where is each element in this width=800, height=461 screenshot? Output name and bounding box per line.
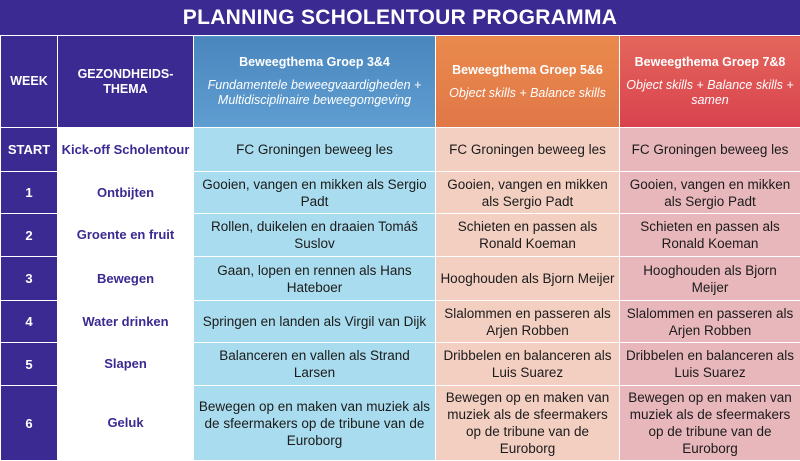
groep34-cell: FC Groningen beweeg les xyxy=(194,128,436,172)
groep78-cell: Slalommen en passeren als Arjen Robben xyxy=(620,301,800,343)
groep34-cell: Rollen, duikelen en draaien Tomáš Suslov xyxy=(194,214,436,257)
groep34-name: Beweegthema Groep 3&4 xyxy=(197,55,432,70)
groep34-cell: Gaan, lopen en rennen als Hans Hateboer xyxy=(194,257,436,301)
table-row xyxy=(1,172,800,214)
groep78-name: Beweegthema Groep 7&8 xyxy=(623,55,797,70)
theme-cell: Water drinken xyxy=(58,301,194,343)
table-row xyxy=(1,386,800,461)
table-row xyxy=(1,214,800,257)
groep78-cell: Dribbelen en balanceren als Luis Suarez xyxy=(620,343,800,386)
planning-table xyxy=(0,35,800,461)
week-cell: 1 xyxy=(1,172,58,214)
theme-cell: Groente en fruit xyxy=(58,214,194,257)
groep78-cell: Gooien, vangen en mikken als Sergio Padt xyxy=(620,172,800,214)
week-cell: 5 xyxy=(1,343,58,386)
groep34-subtitle: Fundamentele beweegvaardigheden + Multidisciplinaire beweegomgeving xyxy=(197,78,432,108)
week-cell: 4 xyxy=(1,301,58,343)
column-header-groep78 xyxy=(620,36,800,128)
column-header-theme: GEZONDHEIDS-THEMA xyxy=(58,36,194,128)
column-header-week: WEEK xyxy=(1,36,58,128)
table-row xyxy=(1,301,800,343)
groep56-subtitle: Object skills + Balance skills xyxy=(439,86,616,101)
table-row xyxy=(1,128,800,172)
groep78-subtitle: Object skills + Balance skills + samen xyxy=(623,78,797,108)
table-row xyxy=(1,343,800,386)
week-cell: 2 xyxy=(1,214,58,257)
column-header-groep56 xyxy=(436,36,620,128)
groep78-cell: Hooghouden als Bjorn Meijer xyxy=(620,257,800,301)
groep34-cell: Gooien, vangen en mikken als Sergio Padt xyxy=(194,172,436,214)
groep78-cell: Schieten en passen als Ronald Koeman xyxy=(620,214,800,257)
page-title: PLANNING SCHOLENTOUR PROGRAMMA xyxy=(0,0,800,35)
groep56-cell: Gooien, vangen en mikken als Sergio Padt xyxy=(436,172,620,214)
groep56-name: Beweegthema Groep 5&6 xyxy=(439,63,616,78)
theme-cell: Slapen xyxy=(58,343,194,386)
groep78-cell: FC Groningen beweeg les xyxy=(620,128,800,172)
table-row xyxy=(1,257,800,301)
theme-cell: Ontbijten xyxy=(58,172,194,214)
groep56-cell: Hooghouden als Bjorn Meijer xyxy=(436,257,620,301)
groep56-cell: Dribbelen en balanceren als Luis Suarez xyxy=(436,343,620,386)
groep78-cell: Bewegen op en maken van muziek als de sfeermakers op de tribune van de Euroborg xyxy=(620,386,800,461)
groep56-cell: FC Groningen beweeg les xyxy=(436,128,620,172)
groep34-cell: Bewegen op en maken van muziek als de sfeermakers op de tribune van de Euroborg xyxy=(194,386,436,461)
groep34-cell: Springen en landen als Virgil van Dijk xyxy=(194,301,436,343)
groep34-cell: Balanceren en vallen als Strand Larsen xyxy=(194,343,436,386)
week-cell: 3 xyxy=(1,257,58,301)
theme-cell: Bewegen xyxy=(58,257,194,301)
column-header-groep34 xyxy=(194,36,436,128)
week-cell: 6 xyxy=(1,386,58,461)
week-cell: START xyxy=(1,128,58,172)
header-row xyxy=(1,36,800,128)
groep56-cell: Bewegen op en maken van muziek als de sfeermakers op de tribune van de Euroborg xyxy=(436,386,620,461)
groep56-cell: Schieten en passen als Ronald Koeman xyxy=(436,214,620,257)
groep56-cell: Slalommen en passeren als Arjen Robben xyxy=(436,301,620,343)
theme-cell: Geluk xyxy=(58,386,194,461)
theme-cell: Kick-off Scholentour xyxy=(58,128,194,172)
